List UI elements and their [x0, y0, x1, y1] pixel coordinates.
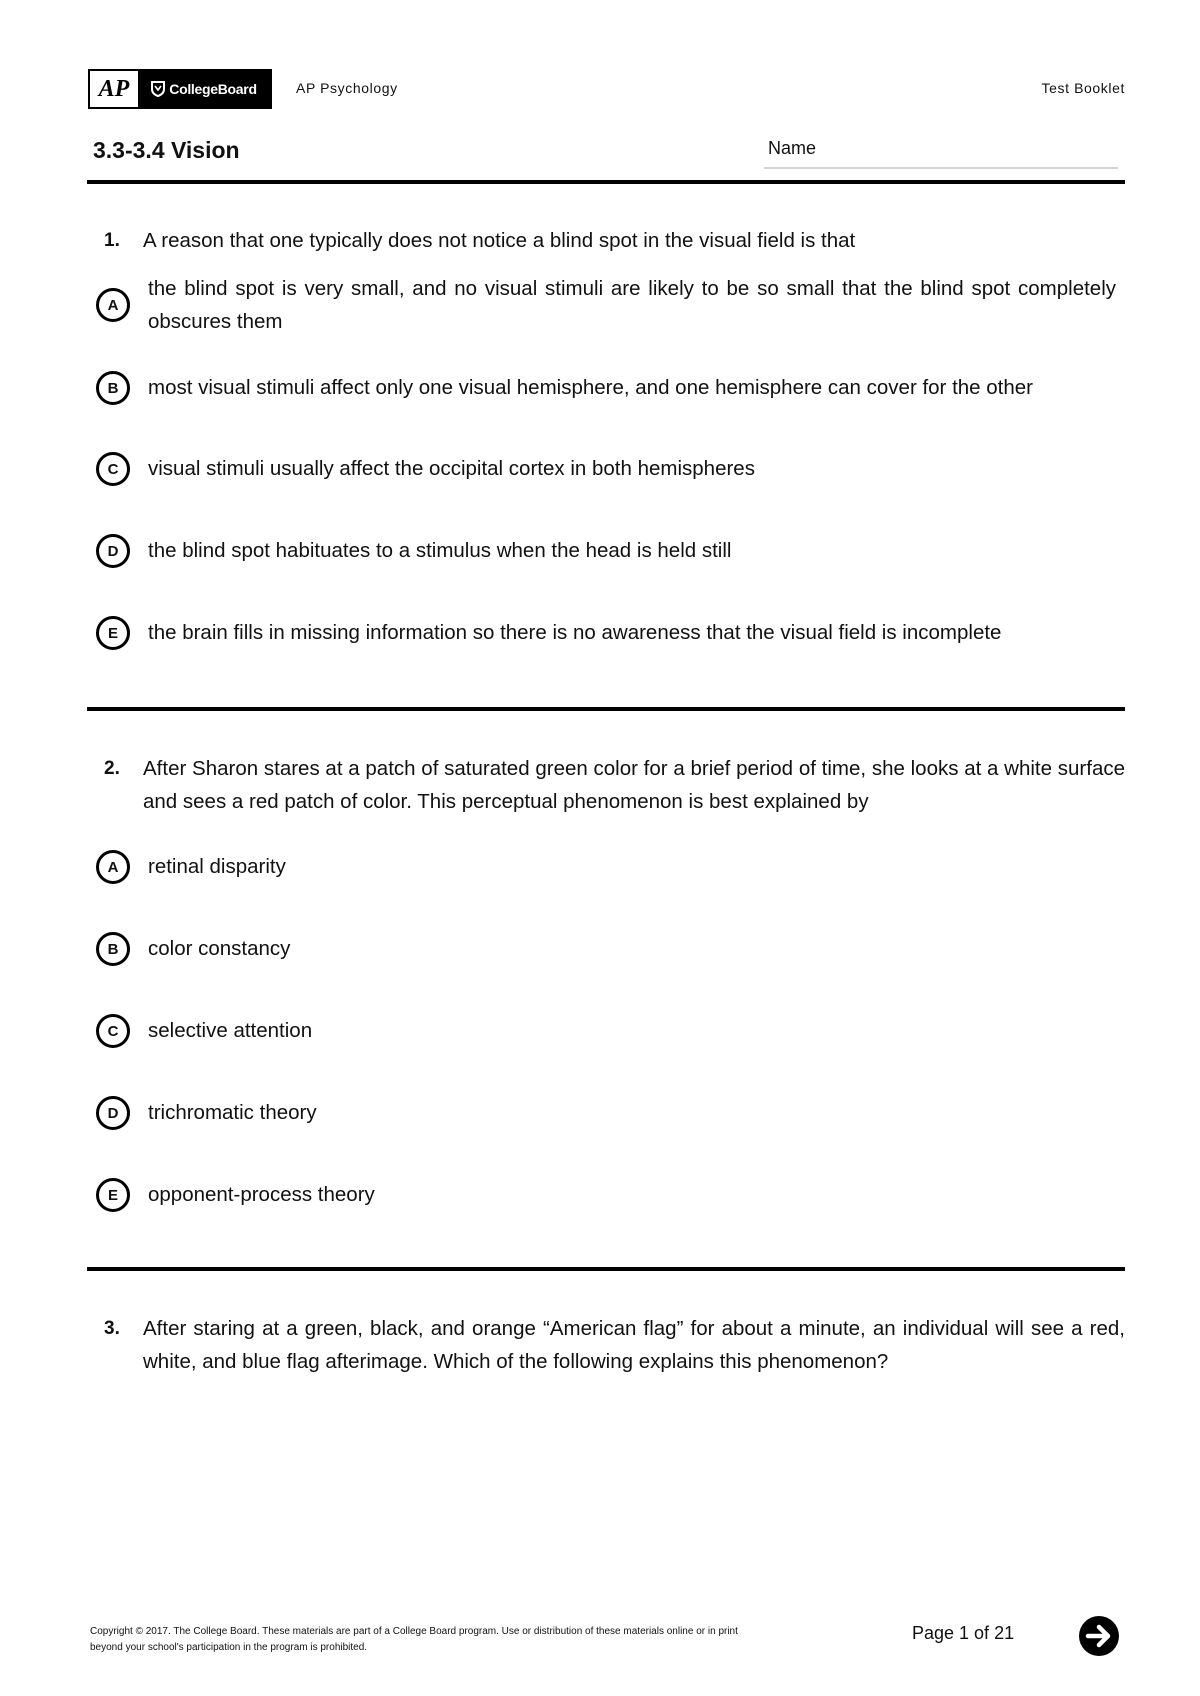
- q2-choice-a-text: retinal disparity: [148, 855, 286, 878]
- question-2-text: After Sharon stares at a patch of saturated green color for a brief period of time, she looks at a white surface and sees a red patch of color. This perceptual phenomenon is best explained by: [143, 757, 1125, 813]
- q1-choice-c-text: visual stimuli usually affect the occipital cortex in both hemispheres: [148, 457, 755, 480]
- q1-choice-b-text: most visual stimuli affect only one visual hemisphere, and one hemisphere can cover for the other: [148, 376, 1034, 399]
- question-3-text: After staring at a green, black, and orange “American flag” for about a minute, an individual will see a red, white, and blue flag afterimage. Which of the following explains this phenomenon?: [143, 1317, 1125, 1373]
- booklet-label: Test Booklet: [1041, 80, 1125, 96]
- question-1-text: A reason that one typically does not notice a blind spot in the visual field is that: [143, 229, 856, 252]
- q1-choice-b-bubble[interactable]: B: [96, 371, 130, 405]
- question-3-number: 3.: [104, 1318, 120, 1339]
- subject-label: AP Psychology: [296, 80, 398, 96]
- q1-choice-d-bubble[interactable]: D: [96, 534, 130, 568]
- q1-choice-a-text: the blind spot is very small, and no visual stimuli are likely to be so small that the blind spot completely obscures them: [148, 277, 1116, 333]
- q2-choice-b-text: color constancy: [148, 937, 291, 960]
- college-board-logo: [138, 71, 270, 107]
- q1-choice-a-bubble[interactable]: A: [96, 288, 130, 322]
- page-number: Page 1 of 21: [912, 1623, 1015, 1643]
- page-title: 3.3-3.4 Vision: [93, 137, 240, 163]
- college-board-wordmark: CollegeBoard: [169, 81, 257, 97]
- q2-choice-d-bubble[interactable]: D: [96, 1096, 130, 1130]
- ap-college-board-logo: [88, 69, 272, 109]
- q2-choice-c-bubble[interactable]: C: [96, 1014, 130, 1048]
- question-2-number: 2.: [104, 758, 120, 779]
- copyright-line-1: Copyright © 2017. The College Board. These materials are part of a College Board program. Use or distribution of these materials online or in print: [90, 1626, 738, 1637]
- q1-choice-e-text: the brain fills in missing information so there is no awareness that the visual field is incomplete: [148, 621, 1002, 644]
- question-1-number: 1.: [104, 230, 120, 251]
- q2-choice-c-text: selective attention: [148, 1019, 313, 1042]
- name-label: Name: [768, 138, 817, 158]
- q1-choice-d-text: the blind spot habituates to a stimulus when the head is held still: [148, 539, 732, 562]
- q1-choice-c-bubble[interactable]: C: [96, 452, 130, 486]
- name-field-line[interactable]: [764, 167, 1118, 169]
- q1-choice-e-bubble[interactable]: E: [96, 616, 130, 650]
- college-board-shield-icon: [151, 81, 165, 97]
- ap-logo: AP: [90, 71, 138, 107]
- copyright-line-2: beyond your school's participation in the program is prohibited.: [90, 1642, 368, 1653]
- question-divider: [87, 707, 1125, 711]
- next-page-arrow-icon[interactable]: [1078, 1615, 1120, 1657]
- header-divider: [87, 180, 1125, 184]
- copyright-notice: [90, 1624, 810, 1656]
- q2-choice-b-bubble[interactable]: B: [96, 932, 130, 966]
- q2-choice-e-text: opponent-process theory: [148, 1183, 375, 1206]
- q2-choice-e-bubble[interactable]: E: [96, 1178, 130, 1212]
- question-divider: [87, 1267, 1125, 1271]
- q2-choice-a-bubble[interactable]: A: [96, 850, 130, 884]
- q2-choice-d-text: trichromatic theory: [148, 1101, 317, 1124]
